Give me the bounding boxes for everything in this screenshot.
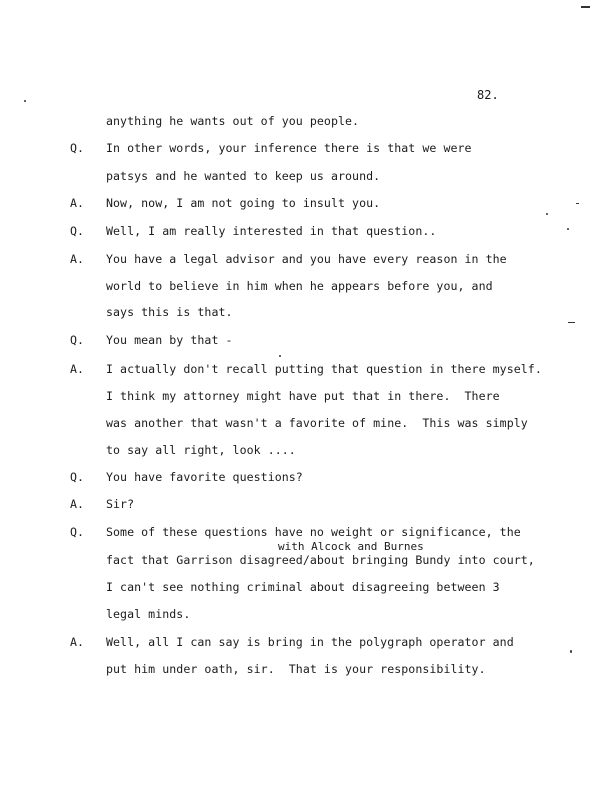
interlineation-note: with Alcock and Burnes: [278, 540, 424, 553]
scan-mark: [581, 6, 590, 8]
scan-speck: [567, 228, 569, 230]
transcript-line: Some of these questions have no weight or significance, the: [106, 525, 521, 539]
transcript-line: patsys and he wanted to keep us around.: [106, 169, 381, 183]
speaker-label: A.: [70, 252, 84, 266]
transcript-line: I can't see nothing criminal about disagreeing between 3: [106, 580, 500, 594]
transcript-line: says this is that.: [106, 305, 233, 319]
transcript-line: You have favorite questions?: [106, 470, 303, 484]
transcript-line: world to believe in him when he appears before you, and: [106, 279, 493, 293]
transcript-line: In other words, your inference there is that we were: [106, 141, 472, 155]
speaker-label: A.: [70, 497, 84, 511]
speaker-label: A.: [70, 635, 84, 649]
scan-speck: [279, 355, 281, 357]
transcript-line: Now, now, I am not going to insult you.: [106, 196, 381, 210]
speaker-label: Q.: [70, 333, 84, 347]
speaker-label: A.: [70, 196, 84, 210]
transcript-line: anything he wants out of you people.: [106, 114, 360, 128]
transcript-line: was another that wasn't a favorite of mine. This was simply: [106, 416, 528, 430]
page-number: 82.: [477, 88, 499, 102]
transcript-line: to say all right, look ....: [106, 443, 296, 457]
transcript-line: Sir?: [106, 497, 135, 511]
transcript-line: I actually don't recall putting that question in there myself.: [106, 362, 542, 376]
transcript-line: put him under oath, sir. That is your responsibility.: [106, 662, 486, 676]
speaker-label: Q.: [70, 525, 84, 539]
transcript-line: Well, I am really interested in that question..: [106, 224, 437, 238]
scan-speck: [24, 100, 26, 102]
transcript-line: I think my attorney might have put that in there. There: [106, 389, 500, 403]
scan-mark: [576, 203, 579, 204]
scan-mark: [568, 322, 575, 323]
transcript-line: legal minds.: [106, 607, 191, 621]
scan-speck: [570, 650, 572, 653]
transcript-line: You have a legal advisor and you have every reason in the: [106, 252, 507, 266]
speaker-label: Q.: [70, 224, 84, 238]
speaker-label: Q.: [70, 141, 84, 155]
transcript-line: Well, all I can say is bring in the polygraph operator and: [106, 635, 514, 649]
transcript-line: fact that Garrison disagreed/about bringing Bundy into court,: [106, 553, 535, 567]
speaker-label: A.: [70, 362, 84, 376]
transcript-line: You mean by that -: [106, 333, 233, 347]
scan-speck: [546, 213, 548, 215]
speaker-label: Q.: [70, 470, 84, 484]
